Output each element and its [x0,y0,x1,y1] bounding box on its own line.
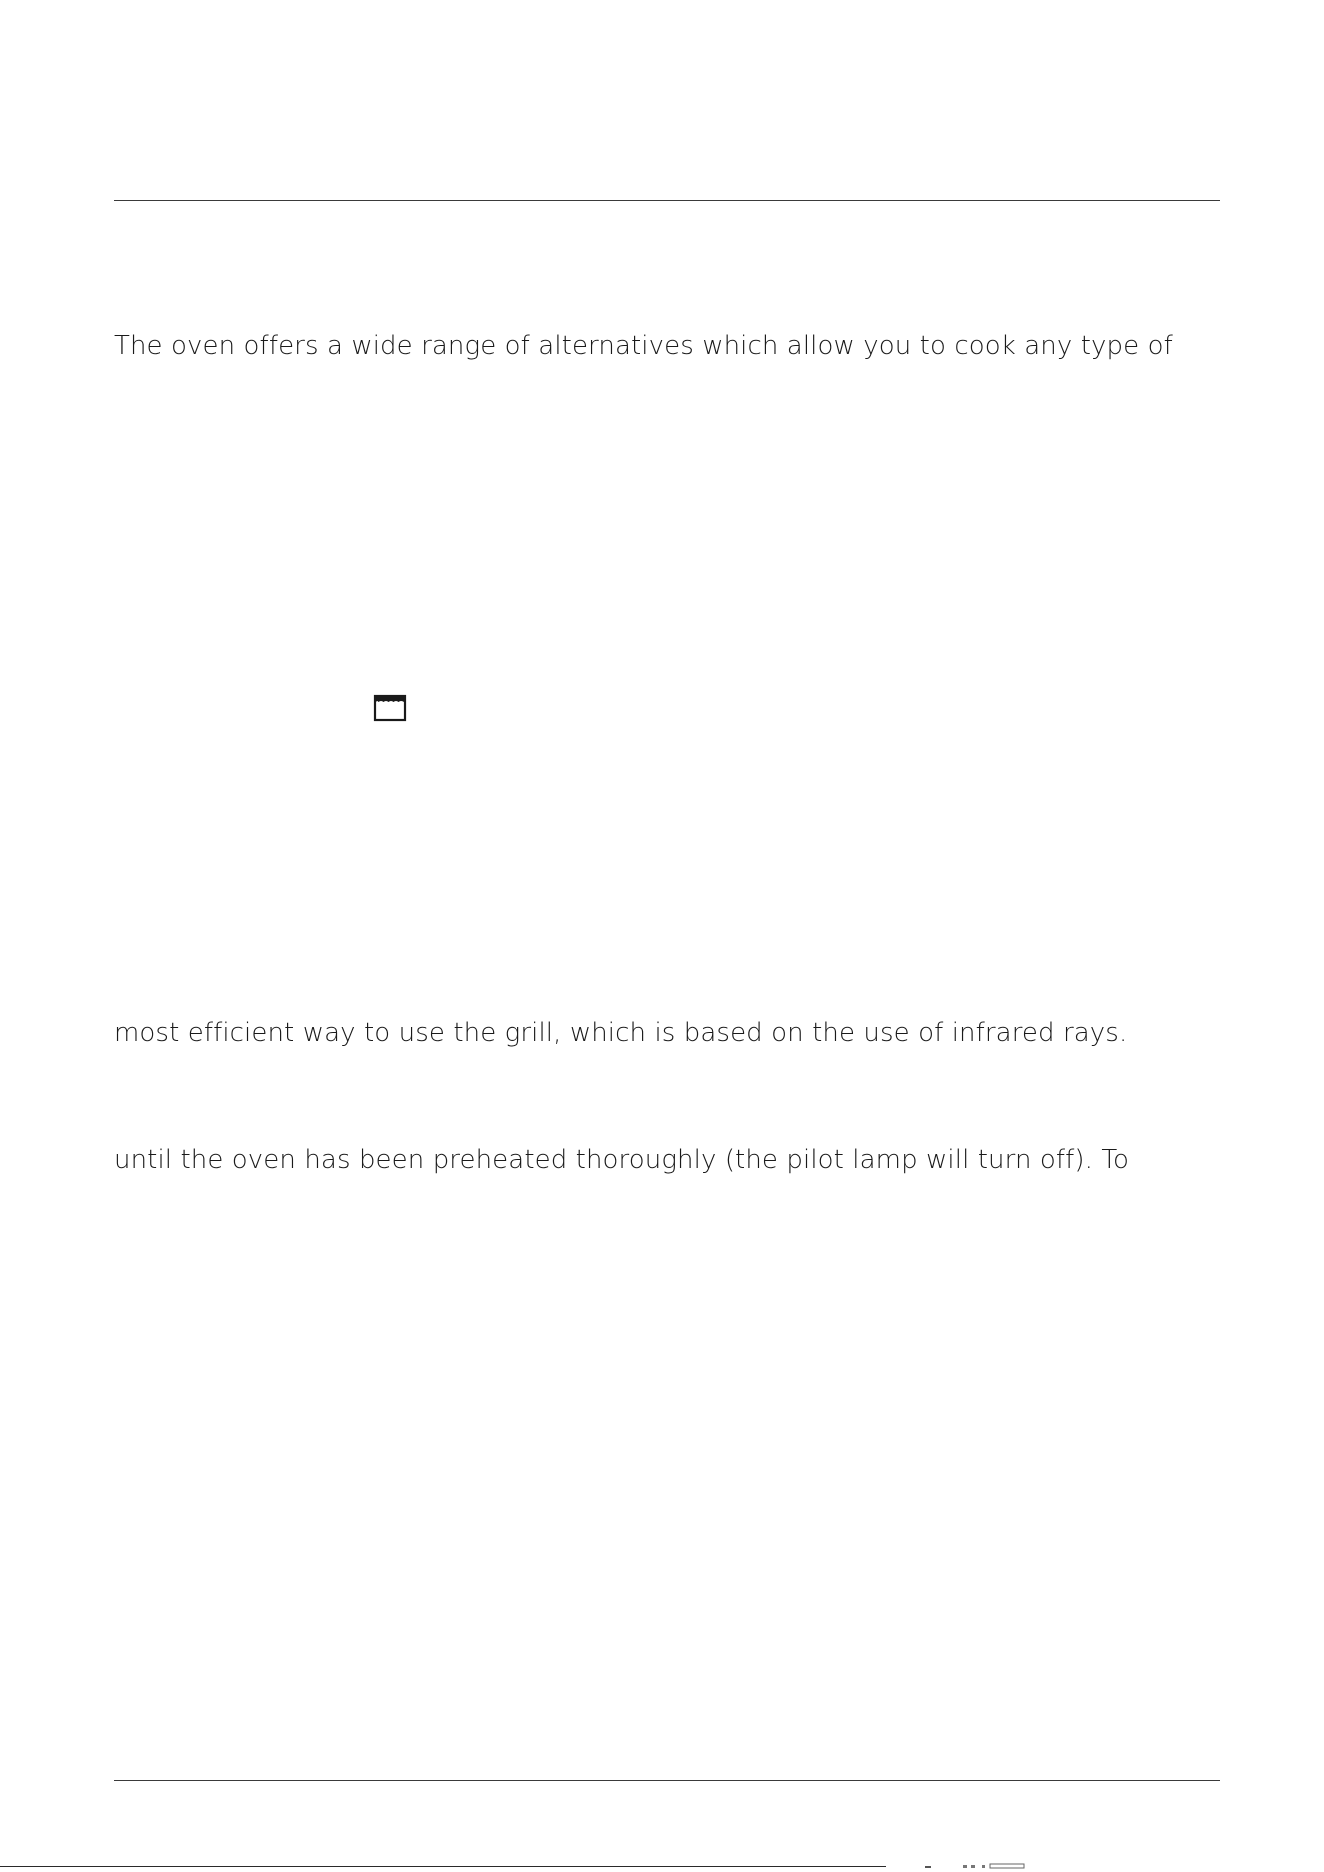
footer-rule [114,1780,1220,1781]
page-edge-rule [0,1866,886,1867]
text-line-2: most efficient way to use the grill, which is based on the use of infrared rays. [114,1018,1128,1048]
oven-top-heat-icon [373,692,407,724]
header-rule [114,200,1220,201]
text-line-3: until the oven has been preheated thoroughly (the pilot lamp will turn off). To [114,1145,1129,1175]
text-line-1: The oven offers a wide range of alternatives which allow you to cook any type of [114,331,1173,361]
scan-artifact [925,1860,1055,1870]
